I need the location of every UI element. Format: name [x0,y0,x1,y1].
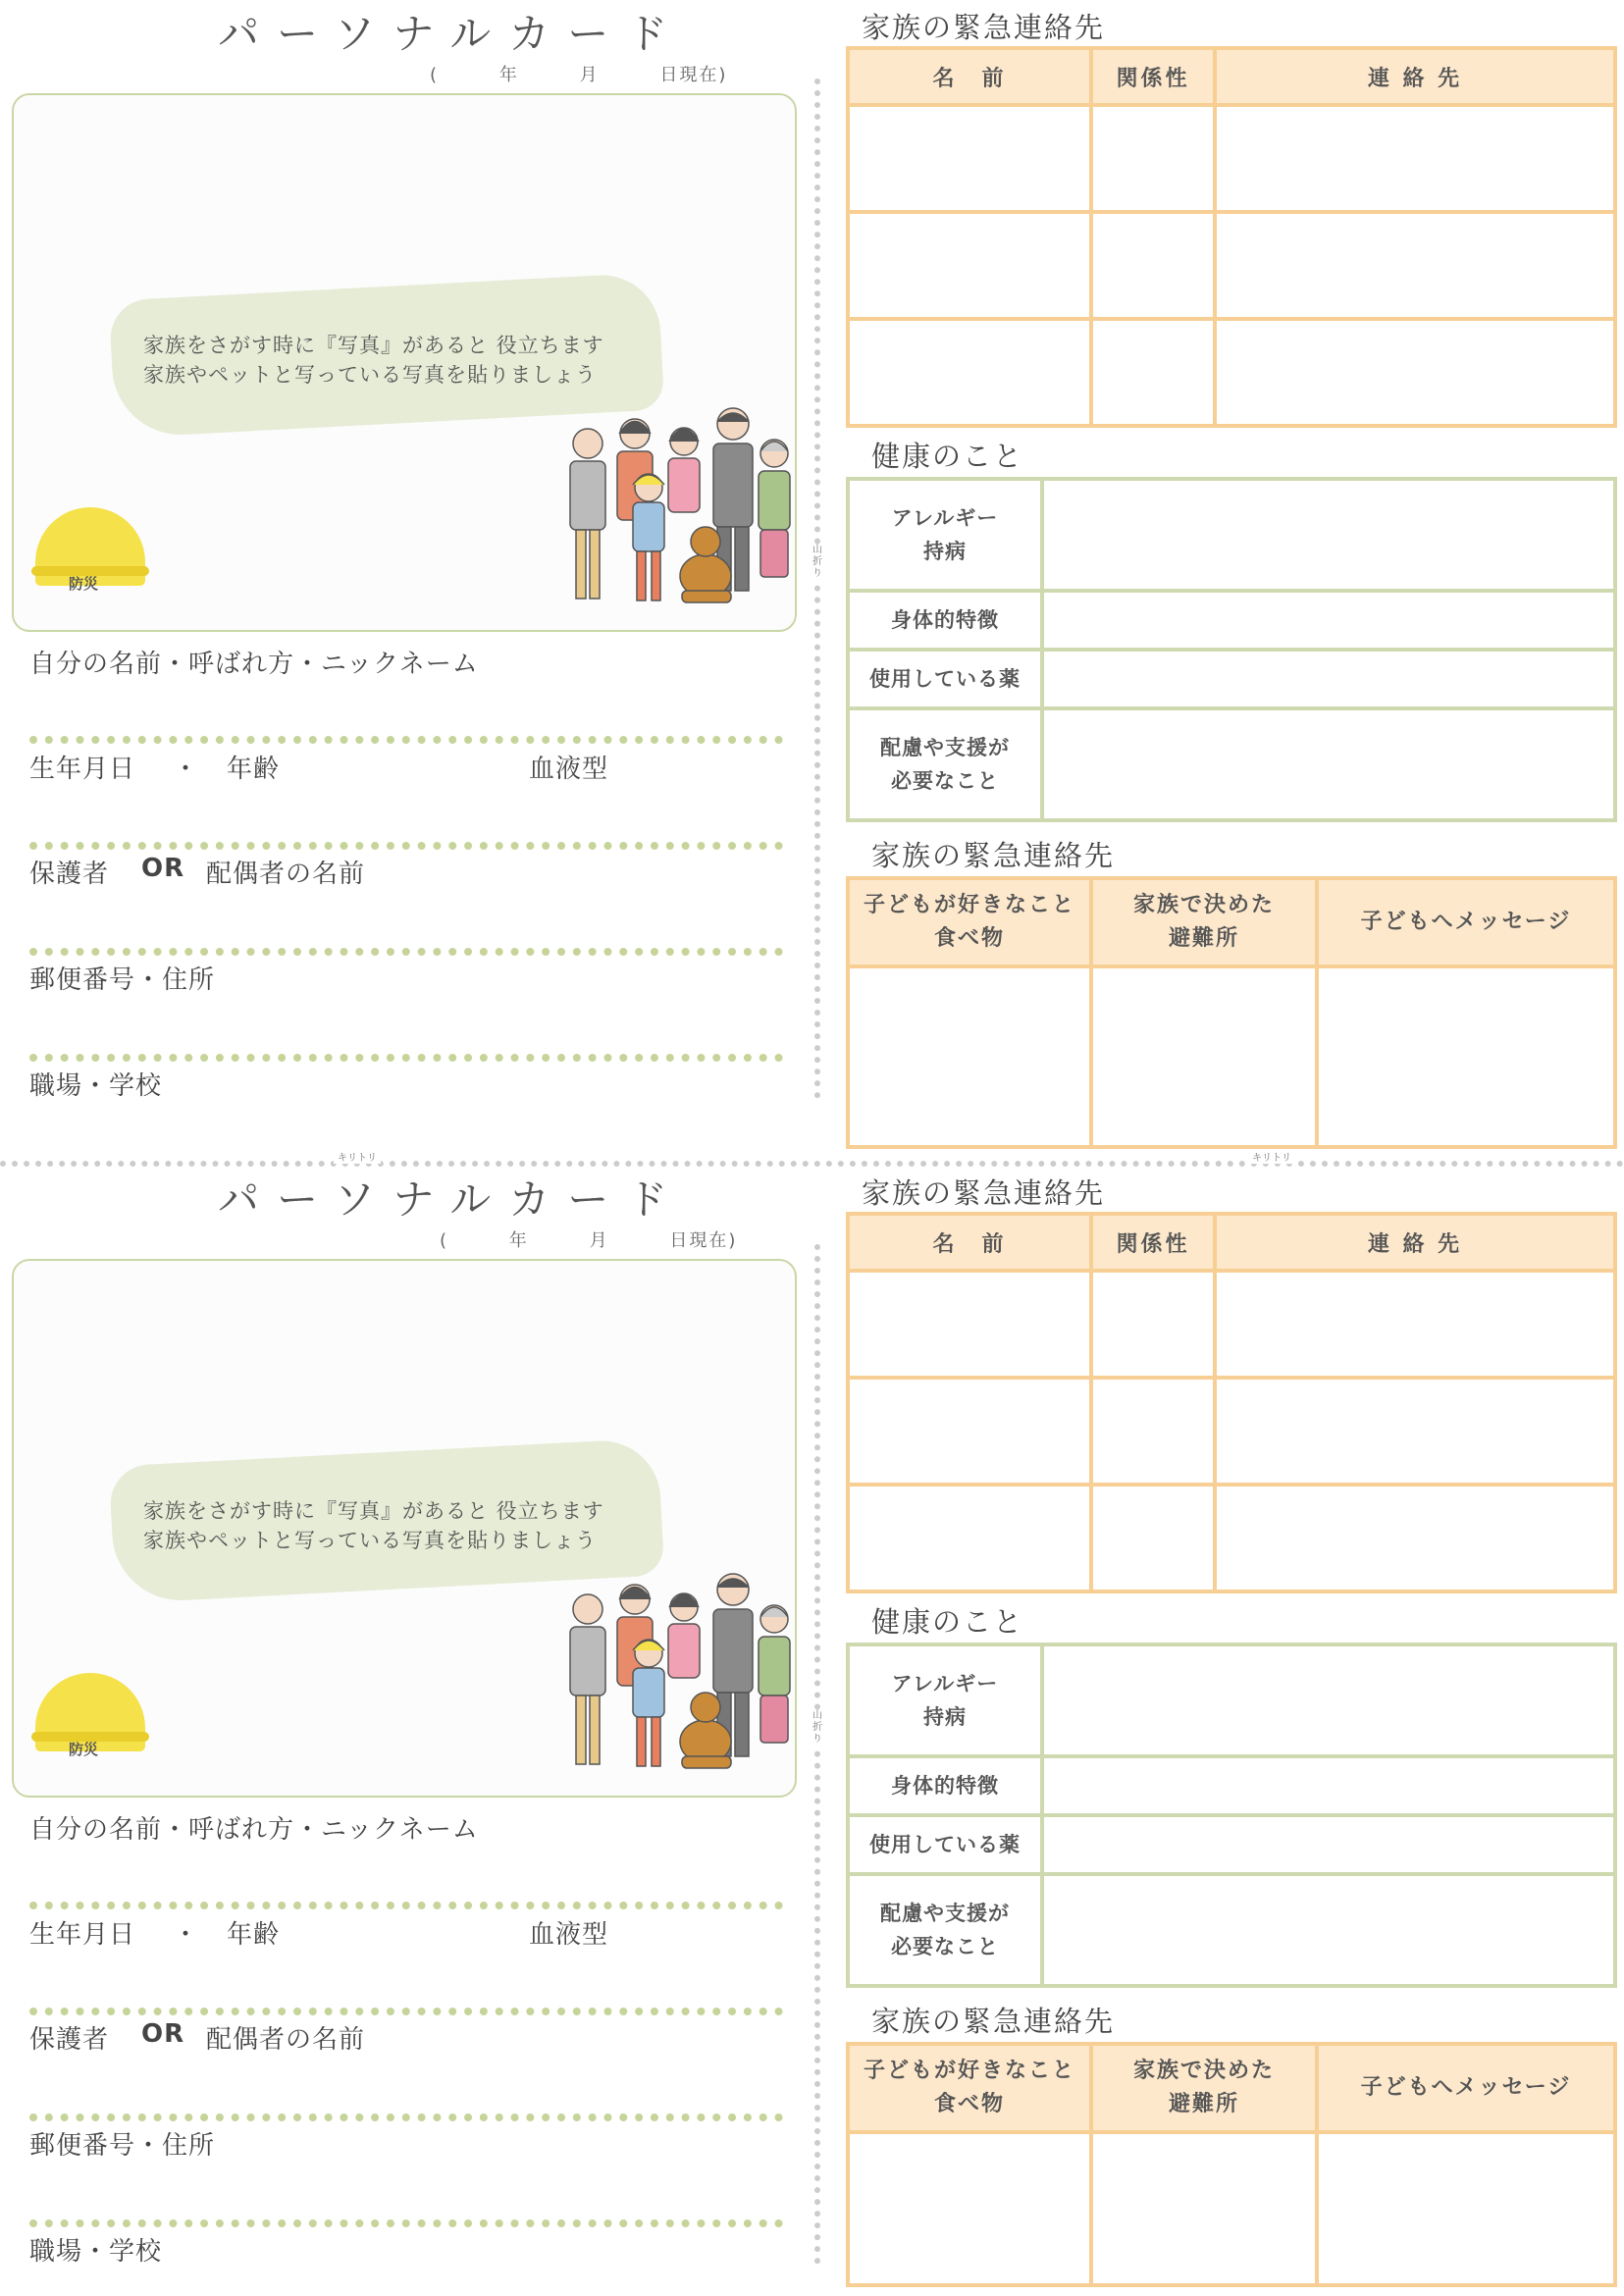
field-guardian-label: 保護者 [29,2025,110,2055]
header-message: 子どもへメッセージ [1317,878,1615,966]
fold-label: 山折り [812,1710,826,1746]
table-cell[interactable] [1042,1815,1615,1874]
as-of-date: ( 年 月 日現在) [440,1230,738,1251]
table-cell[interactable] [848,966,1091,1147]
as-of-date: ( 年 月 日現在) [430,65,728,85]
table-cell[interactable] [1091,1485,1215,1592]
table-cell[interactable] [848,319,1091,426]
photo-text-1: 家族をさがす時に『写真』があると 役立ちます [143,334,604,357]
table-cell[interactable] [1042,1644,1615,1756]
family-title: 家族の緊急連絡先 [871,2005,1116,2038]
dotted-line [29,2008,783,2015]
health-label: アレルギー 持病 [848,1644,1042,1756]
field-or-label: OR [141,2019,185,2049]
dotted-line [29,736,783,744]
header-name: 名 前 [848,1214,1091,1271]
table-cell[interactable] [848,2132,1091,2285]
health-label: 身体的特徴 [848,591,1042,650]
cut-line [0,1161,1624,1167]
field-guardian-label: 保護者 [29,860,110,889]
health-label: 配慮や支援が 必要なこと [848,1874,1042,1986]
field-workplace-label: 職場・学校 [29,2237,163,2267]
dotted-line [29,842,783,850]
health-title: 健康のこと [871,1605,1024,1639]
helmet-label: 防災 [69,575,99,593]
fold-label: 山折り [812,545,826,580]
field-or-label: OR [141,854,185,883]
health-label: 使用している薬 [848,650,1042,708]
health-title: 健康のこと [871,440,1024,473]
header-likes: 子どもが好きなこと 食べ物 [848,878,1091,966]
header-relationship: 関係性 [1091,48,1215,105]
field-birthday-label: 生年月日 [29,1920,136,1950]
table-cell[interactable] [1215,1378,1615,1485]
field-separator: ・ [173,1920,200,1950]
table-cell[interactable] [1091,105,1215,212]
header-message: 子どもへメッセージ [1317,2044,1615,2132]
health-table [846,1643,1617,1988]
header-contact: 連 絡 先 [1215,1214,1615,1271]
table-cell[interactable] [1215,1485,1615,1592]
field-age-label: 年齢 [227,1920,281,1950]
table-cell[interactable] [1215,105,1615,212]
table-cell[interactable] [1042,1756,1615,1815]
emergency-table [846,46,1617,428]
field-address-label: 郵便番号・住所 [29,2131,216,2161]
family-table [846,876,1617,1149]
table-cell[interactable] [1215,319,1615,426]
table-cell[interactable] [1091,966,1317,1147]
card-title: パーソナルカード [218,1175,686,1224]
family-table [846,2042,1617,2287]
fold-line [814,1244,820,2265]
table-cell[interactable] [1042,591,1615,650]
header-shelter: 家族で決めた 避難所 [1091,2044,1317,2132]
field-birthday-label: 生年月日 [29,755,136,784]
table-cell[interactable] [1091,2132,1317,2285]
table-cell[interactable] [1091,319,1215,426]
dotted-line [29,1902,783,1909]
emergency-title: 家族の緊急連絡先 [862,1176,1106,1210]
table-cell[interactable] [848,1485,1091,1592]
photo-text-2: 家族やペットと写っている写真を貼りましょう [143,1529,597,1552]
fold-line [814,78,820,1099]
field-blood-label: 血液型 [529,755,609,784]
dotted-line [29,948,783,956]
field-spouse-label: 配偶者の名前 [206,860,366,889]
cut-label: キリトリ [1248,1149,1295,1164]
field-separator: ・ [173,755,200,784]
family-title: 家族の緊急連絡先 [871,839,1116,872]
health-label: 配慮や支援が 必要なこと [848,708,1042,820]
photo-area[interactable] [12,1259,797,1798]
dotted-line [29,2113,783,2121]
card-title: パーソナルカード [218,10,686,58]
field-age-label: 年齢 [227,755,281,784]
table-cell[interactable] [1317,966,1615,1147]
field-blood-label: 血液型 [529,1920,609,1950]
table-cell[interactable] [1215,1271,1615,1378]
photo-text-1: 家族をさがす時に『写真』があると 役立ちます [143,1499,604,1523]
field-name-label: 自分の名前・呼ばれ方・ニックネーム [29,1815,479,1845]
header-relationship: 関係性 [1091,1214,1215,1271]
helmet-icon [31,1673,149,1766]
table-cell[interactable] [848,212,1091,319]
family-illustration [558,404,794,625]
table-cell[interactable] [848,105,1091,212]
table-cell[interactable] [1091,1271,1215,1378]
dotted-line [29,1054,783,1062]
table-cell[interactable] [1042,708,1615,820]
field-spouse-label: 配偶者の名前 [206,2025,366,2055]
dotted-line [29,2219,783,2227]
header-contact: 連 絡 先 [1215,48,1615,105]
table-cell[interactable] [848,1271,1091,1378]
emergency-title: 家族の緊急連絡先 [862,11,1106,44]
helmet-icon [31,507,149,600]
table-cell[interactable] [1042,479,1615,591]
field-name-label: 自分の名前・呼ばれ方・ニックネーム [29,650,479,679]
health-label: アレルギー 持病 [848,479,1042,591]
health-table [846,477,1617,822]
table-cell[interactable] [1042,1874,1615,1986]
table-cell[interactable] [1317,2132,1615,2285]
table-cell[interactable] [1091,1378,1215,1485]
field-address-label: 郵便番号・住所 [29,965,216,995]
table-cell[interactable] [1215,212,1615,319]
family-illustration [558,1570,794,1791]
table-cell[interactable] [848,1378,1091,1485]
table-cell[interactable] [1091,212,1215,319]
header-name: 名 前 [848,48,1091,105]
table-cell[interactable] [1042,650,1615,708]
photo-text-2: 家族やペットと写っている写真を貼りましょう [143,363,597,387]
helmet-label: 防災 [69,1741,99,1758]
header-likes: 子どもが好きなこと 食べ物 [848,2044,1091,2132]
field-workplace-label: 職場・学校 [29,1071,163,1101]
health-label: 身体的特徴 [848,1756,1042,1815]
photo-area[interactable] [12,93,797,632]
cut-label: キリトリ [334,1149,381,1164]
health-label: 使用している薬 [848,1815,1042,1874]
emergency-table [846,1212,1617,1593]
header-shelter: 家族で決めた 避難所 [1091,878,1317,966]
